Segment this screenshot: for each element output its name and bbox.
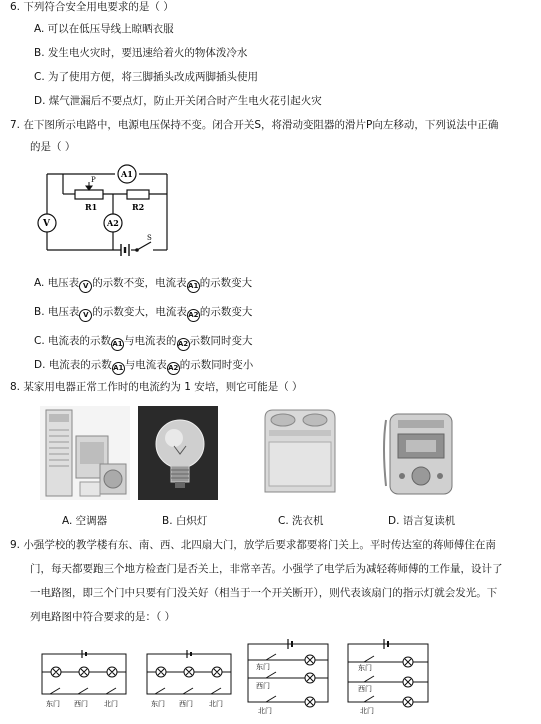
ammeter-symbol: A2 <box>167 362 180 375</box>
q6-option-d[interactable]: D. 煤气泄漏后不要点灯，防止开关闭合时产生电火花引起火灾 <box>34 95 322 107</box>
q7-label-s: S <box>147 234 152 242</box>
q7-option-c[interactable] <box>34 334 253 351</box>
q7-option-c-text3: 示数同时变大 <box>189 335 253 347</box>
q6-option-c[interactable]: C. 为了使用方便，将三脚插头改成两脚插头使用 <box>34 71 259 83</box>
q7-stem-line2: 的是（ ） <box>30 141 76 153</box>
q7-option-d-text3: 的示数同时变小 <box>179 359 254 371</box>
q9-d-east-label: 东门 <box>358 664 372 672</box>
q7-label-r2: R2 <box>132 202 145 212</box>
q9-circuit-a[interactable] <box>38 648 130 710</box>
q7-ammeter-a1: A1 <box>121 169 133 179</box>
washing-machine-image <box>257 406 343 500</box>
q9-b-west-label: 西门 <box>179 700 193 708</box>
q9-circuit-b[interactable] <box>143 648 235 710</box>
air-conditioner-image <box>40 406 130 500</box>
q7-label-p: P <box>91 176 96 184</box>
q9-a-east-label: 东门 <box>46 700 60 708</box>
q7-option-a[interactable] <box>34 276 252 293</box>
q9-stem-line2: 门，每天都要跑三个地方检查门是否关上，非常辛苦。小强学了电学后为减轻蒋师傅的工作量，设计了 <box>30 563 503 575</box>
ammeter-symbol: A1 <box>112 362 125 375</box>
q7-circuit-diagram <box>35 162 195 262</box>
q9-stem-line1: 9. 小强学校的教学楼有东、南、西、北四扇大门，放学后要求都要将门关上。平时传达室的蒋师傅住在南 <box>10 539 496 551</box>
q7-option-b-text2: 的示数变大，电流表 <box>92 306 187 318</box>
q9-stem-line3: 一电路图，即三个门中只要有门没关好（相当于一个开关断开），则代表该扇门的指示灯就会发光。下 <box>30 587 498 599</box>
q9-d-north-label: 北门 <box>360 707 374 715</box>
q7-option-c-text2: 与电流表的 <box>124 335 177 347</box>
q7-option-b[interactable] <box>34 305 252 322</box>
q8-option-d[interactable]: D. 语言复读机 <box>388 515 456 527</box>
ammeter-symbol: A1 <box>187 280 200 293</box>
q7-option-a-text1: A. 电压表 <box>34 277 80 289</box>
q7-option-a-text3: 的示数变大 <box>199 277 253 289</box>
q9-b-north-label: 北门 <box>209 700 223 708</box>
q8-option-b[interactable]: B. 白炽灯 <box>162 515 208 527</box>
q6-stem: 6. 下列符合安全用电要求的是（ ） <box>10 1 174 13</box>
ammeter-symbol: A2 <box>187 309 200 322</box>
q9-stem-line4: 列电路图中符合要求的是：（ ） <box>30 611 176 623</box>
q7-stem-line1: 7. 在下图所示电路中，电源电压保持不变。闭合开关S，将滑动变阻器的滑片P向左移动，下列说法中正确 <box>10 119 499 131</box>
voltmeter-symbol: V <box>79 309 92 322</box>
language-repeater-image <box>372 406 462 500</box>
q7-option-b-text1: B. 电压表 <box>34 306 80 318</box>
q7-option-d-text2: 与电流表 <box>124 359 167 371</box>
q8-option-a[interactable]: A. 空调器 <box>62 515 108 527</box>
q7-option-d-text1: D. 电流表的示数 <box>34 359 112 371</box>
q9-circuit-d[interactable] <box>344 636 434 716</box>
voltmeter-symbol: V <box>79 280 92 293</box>
ammeter-symbol: A1 <box>111 338 124 351</box>
q9-c-west-label: 西门 <box>256 682 270 690</box>
q7-option-c-text1: C. 电流表的示数 <box>34 335 112 347</box>
q9-d-west-label: 西门 <box>358 685 372 693</box>
q7-option-a-text2: 的示数不变，电流表 <box>92 277 187 289</box>
q9-c-north-label: 北门 <box>258 707 272 715</box>
q8-stem: 8. 某家用电器正常工作时的电流约为 1 安培，则它可能是（ ） <box>10 381 303 393</box>
q7-option-b-text3: 的示数变大 <box>199 306 253 318</box>
q6-option-a[interactable]: A. 可以在低压导线上晾晒衣服 <box>34 23 174 35</box>
q6-option-b[interactable]: B. 发生电火灾时，要迅速给着火的物体泼冷水 <box>34 47 248 59</box>
q9-circuit-c[interactable] <box>244 636 334 716</box>
q7-voltmeter-v: V <box>43 219 50 229</box>
incandescent-bulb-image <box>138 406 218 500</box>
q7-label-r1: R1 <box>85 202 98 212</box>
q9-b-east-label: 东门 <box>151 700 165 708</box>
q9-a-west-label: 西门 <box>74 700 88 708</box>
q9-a-north-label: 北门 <box>104 700 118 708</box>
q7-ammeter-a2: A2 <box>107 218 119 228</box>
q7-option-d[interactable] <box>34 358 253 375</box>
ammeter-symbol: A2 <box>177 338 190 351</box>
q8-option-c[interactable]: C. 洗衣机 <box>278 515 324 527</box>
q9-c-east-label: 东门 <box>256 663 270 671</box>
